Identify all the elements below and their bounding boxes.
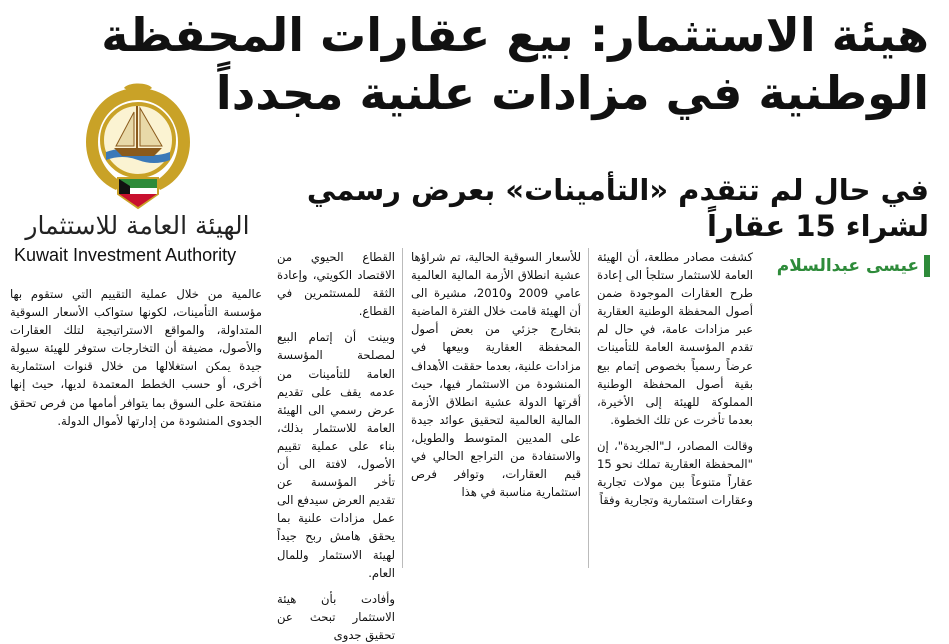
byline-accent-bar [924, 255, 930, 277]
article-column-1 [597, 248, 753, 509]
article-column-3 [277, 248, 395, 644]
paragraph: وبينت أن إتمام البيع لمصلحة المؤسسة العامة للتأمينات من عدمه يقف على تقديم عرض رسمي الى الهيئة العامة للاستثمار بذلك، بناء على عملية تقييم الأصول، لافتة الى أن تأخر المؤسسة عن تقديم العرض سيدفع الى عمل مزادات علنية بما يحقق هامش ربح جيداً لهيئة الاستثمار وللمال العام. [277, 330, 395, 580]
kia-emblem-icon [78, 82, 198, 210]
column-divider [402, 248, 403, 568]
article-column-2 [411, 248, 581, 501]
paragraph: عالمية من خلال عملية التقييم التي ستقوم بها مؤسسة التأمينات، لكونها ستواكب الأسعار السوقية المتداولة، والمواقع الاستراتيجية لتلك العقارات والأصول، مضيفة أن التخارجات ستوفر للهيئة سيولة جيدة يمكن استغلالها من خلال قنوات استثمارية أخرى، أو حسب الخطط المعتمدة لديها، حيث إنها منفتحة على السوق بما يتوافر أمامها من فرص تحقق الجدوى المنشودة من إدارتها لأموال الدولة. [10, 287, 262, 428]
paragraph: كشفت مصادر مطلعة، أن الهيئة العامة للاستثمار ستلجأ الى إعادة طرح العقارات الموجودة ضمن أصول المحفظة الوطنية العقارية عبر مزادات عامة، في حال لم تقدم المؤسسة العامة للتأمينات عرضاً رسمياً بخصوص إتمام بيع بقية أصول المحفظة الوطنية المملوكة للهيئة إلى الأخيرة، بعدما تأخرت عن تلك الخطوة. [597, 250, 753, 427]
headline: هيئة الاستثمار: بيع عقارات المحفظة الوطنية في مزادات علنية مجدداً [101, 8, 929, 120]
paragraph: القطاع الحيوي من الاقتصاد الكويتي، وإعادة الثقة للمستثمرين في القطاع. [277, 250, 395, 319]
column-divider [588, 248, 589, 568]
subheadline: في حال لم تتقدم «التأمينات» بعرض رسمي لشراء 15 عقاراً [306, 173, 929, 243]
paragraph: وقالت المصادر، لـ"الجريدة"، إن "المحفظة العقارية تملك نحو 15 عقاراً متنوعاً بين مولات تجارية وعقارات استثمارية وتجارية وفقاً [597, 438, 753, 508]
paragraph: للأسعار السوقية الحالية، تم شراؤها عشية انطلاق الأزمة المالية العالمية عامي 2009 و2010، مشيرة الى أن الهيئة قامت خلال الفترة الماضية بتخارج جزئي من بعض أصول المحفظة العقارية وبيعها في مزادات علنية، بعدما حققت الأهداف المنشودة من الاستثمار فيها، حيث أقرتها الدولة عشية انطلاق الأزمة المالية العالمية لتحقيق عوائد جيدة على المديين المتوسط والطويل، والاستفادة من التراجع الحالي في قيم العقارات، وتوافر فرص استثمارية مناسبة في هذا [411, 250, 581, 500]
paragraph: وأفادت بأن هيئة الاستثمار تبحث عن تحقيق جدوى [277, 591, 395, 642]
byline: عيسى عبدالسلام [776, 256, 919, 276]
org-name-arabic: الهيئة العامة للاستثمار [25, 211, 250, 240]
article-column-4 [10, 285, 262, 430]
kia-logo [10, 82, 265, 272]
org-name-english: Kuwait Investment Authority [14, 245, 237, 265]
